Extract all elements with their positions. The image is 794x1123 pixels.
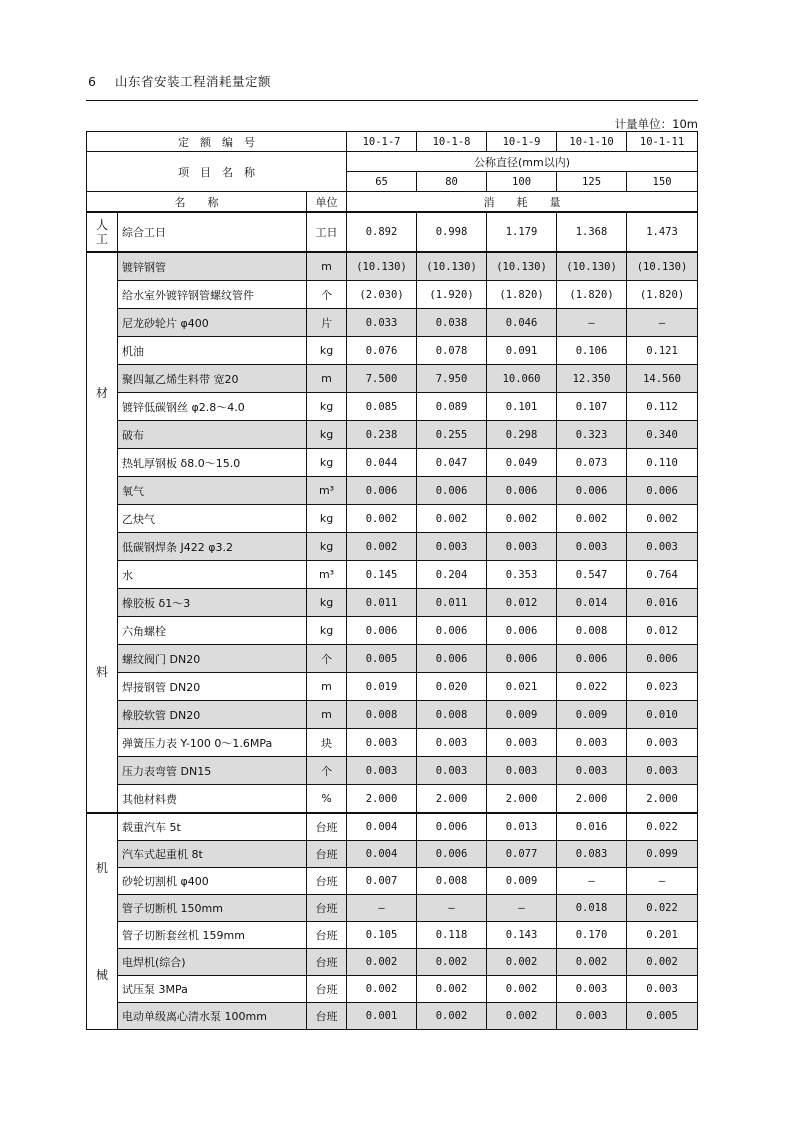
item-unit: m xyxy=(307,701,347,729)
quantity-cell: 0.006 xyxy=(557,477,627,505)
quantity-cell: 0.003 xyxy=(557,729,627,757)
consumption-header: 消 耗 量 xyxy=(347,192,698,213)
column-header-row xyxy=(87,192,698,213)
quantity-cell: 0.003 xyxy=(557,976,627,1003)
quantity-cell: 0.002 xyxy=(347,949,417,976)
table-row xyxy=(87,617,698,645)
quantity-cell: 2.000 xyxy=(557,785,627,814)
table-row xyxy=(87,1003,698,1030)
item-unit: 个 xyxy=(307,645,347,673)
quantity-cell: 0.105 xyxy=(347,922,417,949)
table-row xyxy=(87,533,698,561)
item-name: 镀锌钢管 xyxy=(118,252,307,281)
quantity-cell: 0.009 xyxy=(557,701,627,729)
quantity-cell: 2.000 xyxy=(627,785,698,814)
item-name: 低碳钢焊条 J422 φ3.2 xyxy=(118,533,307,561)
item-unit: m xyxy=(307,252,347,281)
quantity-cell: 0.004 xyxy=(347,813,417,841)
quantity-cell: 0.002 xyxy=(347,533,417,561)
table-row xyxy=(87,477,698,505)
quantity-cell: 0.049 xyxy=(487,449,557,477)
item-unit: 台班 xyxy=(307,895,347,922)
quantity-cell: 0.003 xyxy=(557,1003,627,1030)
item-unit: m³ xyxy=(307,561,347,589)
item-unit: 台班 xyxy=(307,949,347,976)
quantity-cell: 0.018 xyxy=(557,895,627,922)
item-name: 乙炔气 xyxy=(118,505,307,533)
quantity-cell: 14.560 xyxy=(627,365,698,393)
item-name: 载重汽车 5t xyxy=(118,813,307,841)
item-name: 电焊机(综合) xyxy=(118,949,307,976)
item-name: 破布 xyxy=(118,421,307,449)
item-unit: 台班 xyxy=(307,922,347,949)
item-name: 压力表弯管 DN15 xyxy=(118,757,307,785)
quantity-cell: 0.547 xyxy=(557,561,627,589)
item-unit: m xyxy=(307,365,347,393)
quantity-cell: 0.003 xyxy=(487,757,557,785)
item-unit: 个 xyxy=(307,757,347,785)
quantity-cell: 0.106 xyxy=(557,337,627,365)
item-name: 聚四氟乙烯生料带 宽20 xyxy=(118,365,307,393)
name-column-header: 名 称 xyxy=(87,192,307,213)
item-name: 综合工日 xyxy=(118,212,307,252)
quantity-cell: 0.004 xyxy=(347,841,417,868)
quantity-cell: 0.073 xyxy=(557,449,627,477)
machinery-category xyxy=(87,813,118,1030)
quantity-cell: 0.008 xyxy=(417,868,487,895)
table-row xyxy=(87,252,698,281)
quota-code: 10-1-10 xyxy=(557,132,627,152)
quantity-cell: 1.368 xyxy=(557,212,627,252)
page-header xyxy=(88,72,271,90)
item-unit: 台班 xyxy=(307,868,347,895)
quantity-cell: 0.006 xyxy=(627,645,698,673)
quantity-cell: 0.298 xyxy=(487,421,557,449)
materials-category-char: 材 xyxy=(95,385,108,400)
quantity-cell: 0.006 xyxy=(487,617,557,645)
quantity-cell: 0.003 xyxy=(487,729,557,757)
quantity-cell: 0.019 xyxy=(347,673,417,701)
quantity-cell: 0.002 xyxy=(487,949,557,976)
quantity-cell: 0.002 xyxy=(417,505,487,533)
quantity-cell: 0.016 xyxy=(557,813,627,841)
quantity-cell: 0.006 xyxy=(627,477,698,505)
quantity-cell: 1.473 xyxy=(627,212,698,252)
item-name: 橡胶板 δ1～3 xyxy=(118,589,307,617)
materials-section xyxy=(87,252,698,813)
quantity-cell: 0.005 xyxy=(627,1003,698,1030)
item-unit: kg xyxy=(307,589,347,617)
quantity-cell: 0.046 xyxy=(487,309,557,337)
quota-code-label: 定 额 编 号 xyxy=(87,132,347,152)
table-row xyxy=(87,785,698,814)
table-row xyxy=(87,505,698,533)
quantity-cell: 0.038 xyxy=(417,309,487,337)
diameter-value: 150 xyxy=(627,172,698,192)
quantity-cell: 0.006 xyxy=(347,477,417,505)
quantity-cell: 0.011 xyxy=(417,589,487,617)
quantity-cell: 0.014 xyxy=(557,589,627,617)
quantity-cell: 0.002 xyxy=(627,505,698,533)
quantity-cell: 0.085 xyxy=(347,393,417,421)
item-name: 其他材料费 xyxy=(118,785,307,814)
item-unit: kg xyxy=(307,449,347,477)
quantity-cell: 0.006 xyxy=(417,645,487,673)
quantity-cell: 0.204 xyxy=(417,561,487,589)
quantity-cell: 0.323 xyxy=(557,421,627,449)
unit-note: 计量单位：10m xyxy=(614,117,698,131)
quantity-cell: — xyxy=(557,868,627,895)
quantity-cell: 0.020 xyxy=(417,673,487,701)
quantity-cell: 0.033 xyxy=(347,309,417,337)
diameter-label: 公称直径(mm以内) xyxy=(347,152,698,172)
quantity-cell: 0.002 xyxy=(417,949,487,976)
item-name: 螺纹阀门 DN20 xyxy=(118,645,307,673)
item-name-label: 项 目 名 称 xyxy=(87,152,347,192)
item-name: 管子切断机 150mm xyxy=(118,895,307,922)
quantity-cell: (1.820) xyxy=(487,281,557,309)
item-unit: 个 xyxy=(307,281,347,309)
quantity-cell: 0.044 xyxy=(347,449,417,477)
item-name: 砂轮切割机 φ400 xyxy=(118,868,307,895)
quantity-cell: 0.011 xyxy=(347,589,417,617)
table-row xyxy=(87,949,698,976)
diameter-value: 100 xyxy=(487,172,557,192)
quantity-cell: 0.110 xyxy=(627,449,698,477)
quantity-cell: 0.002 xyxy=(347,976,417,1003)
quantity-cell: 0.003 xyxy=(557,757,627,785)
quantity-cell: 0.091 xyxy=(487,337,557,365)
quantity-cell: 0.008 xyxy=(417,701,487,729)
quantity-cell: 0.002 xyxy=(347,505,417,533)
quantity-cell: 2.000 xyxy=(487,785,557,814)
quantity-cell: 0.006 xyxy=(417,617,487,645)
quantity-cell: 0.353 xyxy=(487,561,557,589)
item-name: 电动单级离心清水泵 100mm xyxy=(118,1003,307,1030)
quantity-cell: 0.022 xyxy=(627,895,698,922)
quantity-cell: 0.001 xyxy=(347,1003,417,1030)
quantity-cell: 2.000 xyxy=(347,785,417,814)
quantity-cell: 0.003 xyxy=(627,533,698,561)
table-row xyxy=(87,841,698,868)
quantity-cell: 12.350 xyxy=(557,365,627,393)
quantity-cell: 0.008 xyxy=(557,617,627,645)
item-unit: kg xyxy=(307,533,347,561)
item-name: 管子切断套丝机 159mm xyxy=(118,922,307,949)
labor-category-char: 工 xyxy=(95,232,108,246)
quantity-cell: 0.099 xyxy=(627,841,698,868)
item-unit: 台班 xyxy=(307,1003,347,1030)
quantity-cell: — xyxy=(417,895,487,922)
quantity-cell: 0.101 xyxy=(487,393,557,421)
quantity-cell: 7.950 xyxy=(417,365,487,393)
diameter-value: 65 xyxy=(347,172,417,192)
quantity-cell: 0.255 xyxy=(417,421,487,449)
quantity-cell: (10.130) xyxy=(347,252,417,281)
item-name: 水 xyxy=(118,561,307,589)
table-row xyxy=(87,337,698,365)
item-name: 机油 xyxy=(118,337,307,365)
quantity-cell: — xyxy=(627,309,698,337)
quota-code: 10-1-8 xyxy=(417,132,487,152)
quantity-cell: 0.145 xyxy=(347,561,417,589)
quantity-cell: 0.023 xyxy=(627,673,698,701)
quantity-cell: 0.340 xyxy=(627,421,698,449)
quantity-cell: 0.002 xyxy=(417,1003,487,1030)
quantity-cell: 0.002 xyxy=(487,505,557,533)
item-name: 尼龙砂轮片 φ400 xyxy=(118,309,307,337)
quantity-cell: 0.002 xyxy=(627,949,698,976)
quantity-cell: 0.143 xyxy=(487,922,557,949)
item-unit: kg xyxy=(307,337,347,365)
item-name: 热轧厚钢板 δ8.0～15.0 xyxy=(118,449,307,477)
quantity-cell: 0.998 xyxy=(417,212,487,252)
quantity-cell: 0.012 xyxy=(487,589,557,617)
machinery-category-char: 械 xyxy=(95,967,108,982)
table-row xyxy=(87,365,698,393)
quantity-cell: 0.021 xyxy=(487,673,557,701)
table-row xyxy=(87,421,698,449)
quantity-cell: 0.112 xyxy=(627,393,698,421)
labor-section xyxy=(87,212,698,252)
table-row xyxy=(87,895,698,922)
quantity-cell: 7.500 xyxy=(347,365,417,393)
quantity-cell: 0.003 xyxy=(627,976,698,1003)
labor-category-char: 人 xyxy=(95,217,108,232)
quantity-cell: 0.005 xyxy=(347,645,417,673)
quantity-cell: 0.002 xyxy=(557,505,627,533)
quantity-cell: (2.030) xyxy=(347,281,417,309)
item-name: 氧气 xyxy=(118,477,307,505)
item-unit: m xyxy=(307,673,347,701)
quantity-cell: 0.003 xyxy=(557,533,627,561)
quantity-cell: 0.006 xyxy=(347,617,417,645)
quantity-cell: (10.130) xyxy=(627,252,698,281)
quantity-cell: (1.820) xyxy=(557,281,627,309)
quantity-cell: 0.003 xyxy=(417,757,487,785)
quantity-cell: 0.003 xyxy=(417,533,487,561)
unit-column-header: 单位 xyxy=(307,192,347,213)
quantity-cell: 0.201 xyxy=(627,922,698,949)
quantity-cell: 1.179 xyxy=(487,212,557,252)
quantity-cell: 0.002 xyxy=(487,1003,557,1030)
diameter-value: 125 xyxy=(557,172,627,192)
item-name: 汽车式起重机 8t xyxy=(118,841,307,868)
diameter-value: 80 xyxy=(417,172,487,192)
page-number: 6 xyxy=(88,74,97,89)
item-name: 六角螺栓 xyxy=(118,617,307,645)
item-name: 镀锌低碳钢丝 φ2.8～4.0 xyxy=(118,393,307,421)
quantity-cell: 2.000 xyxy=(417,785,487,814)
table-row xyxy=(87,922,698,949)
quantity-cell: 0.010 xyxy=(627,701,698,729)
table-row xyxy=(87,868,698,895)
quota-code: 10-1-11 xyxy=(627,132,698,152)
table-row xyxy=(87,561,698,589)
item-name: 橡胶软管 DN20 xyxy=(118,701,307,729)
quantity-cell: — xyxy=(557,309,627,337)
quantity-cell: 0.076 xyxy=(347,337,417,365)
quantity-cell: (10.130) xyxy=(557,252,627,281)
quantity-cell: 0.009 xyxy=(487,868,557,895)
table-row xyxy=(87,645,698,673)
quantity-cell: 0.006 xyxy=(417,813,487,841)
quantity-cell: (10.130) xyxy=(417,252,487,281)
item-name: 焊接钢管 DN20 xyxy=(118,673,307,701)
item-unit: 工日 xyxy=(307,212,347,252)
item-unit: kg xyxy=(307,393,347,421)
quantity-cell: 0.006 xyxy=(487,477,557,505)
quantity-cell: 0.078 xyxy=(417,337,487,365)
labor-category xyxy=(87,212,118,252)
quantity-cell: 0.047 xyxy=(417,449,487,477)
quantity-cell: 0.238 xyxy=(347,421,417,449)
quantity-cell: — xyxy=(347,895,417,922)
item-name: 给水室外镀锌钢管螺纹管件 xyxy=(118,281,307,309)
quantity-cell: 0.002 xyxy=(417,976,487,1003)
quota-table xyxy=(86,131,698,1030)
quantity-cell: 0.089 xyxy=(417,393,487,421)
item-name: 试压泵 3MPa xyxy=(118,976,307,1003)
item-unit: % xyxy=(307,785,347,814)
table-row xyxy=(87,673,698,701)
quantity-cell: 0.007 xyxy=(347,868,417,895)
quantity-cell: 0.009 xyxy=(487,701,557,729)
quantity-cell: (1.920) xyxy=(417,281,487,309)
book-title: 山东省安装工程消耗量定额 xyxy=(114,74,271,89)
quantity-cell: 0.008 xyxy=(347,701,417,729)
quantity-cell: 0.006 xyxy=(557,645,627,673)
quantity-cell: (10.130) xyxy=(487,252,557,281)
quantity-cell: 0.022 xyxy=(557,673,627,701)
quantity-cell: 0.006 xyxy=(417,477,487,505)
quantity-cell: 0.118 xyxy=(417,922,487,949)
quantity-cell: 0.006 xyxy=(487,645,557,673)
quantity-cell: 0.013 xyxy=(487,813,557,841)
quantity-cell: — xyxy=(627,868,698,895)
table-row xyxy=(87,729,698,757)
quantity-cell: 0.012 xyxy=(627,617,698,645)
table-row xyxy=(87,701,698,729)
quantity-cell: 0.003 xyxy=(627,757,698,785)
quantity-cell: 0.016 xyxy=(627,589,698,617)
quantity-cell: 0.892 xyxy=(347,212,417,252)
item-unit: kg xyxy=(307,505,347,533)
quantity-cell: 0.083 xyxy=(557,841,627,868)
table-row xyxy=(87,309,698,337)
quantity-cell: 10.060 xyxy=(487,365,557,393)
quantity-cell: 0.107 xyxy=(557,393,627,421)
quantity-cell: 0.003 xyxy=(347,757,417,785)
table-row xyxy=(87,281,698,309)
quantity-cell: 0.006 xyxy=(417,841,487,868)
quantity-cell: 0.022 xyxy=(627,813,698,841)
item-unit: m³ xyxy=(307,477,347,505)
materials-category xyxy=(87,252,118,813)
table-row xyxy=(87,449,698,477)
quantity-cell: — xyxy=(487,895,557,922)
quantity-cell: 0.003 xyxy=(487,533,557,561)
diameter-label-row xyxy=(87,152,698,172)
item-unit: 台班 xyxy=(307,841,347,868)
quantity-cell: 0.002 xyxy=(487,976,557,1003)
table-row xyxy=(87,589,698,617)
item-name: 弹簧压力表 Y-100 0～1.6MPa xyxy=(118,729,307,757)
item-unit: 片 xyxy=(307,309,347,337)
quantity-cell: (1.820) xyxy=(627,281,698,309)
quantity-cell: 0.077 xyxy=(487,841,557,868)
quantity-cell: 0.003 xyxy=(417,729,487,757)
quota-code-row xyxy=(87,132,698,152)
machinery-section xyxy=(87,813,698,1030)
item-unit: kg xyxy=(307,421,347,449)
quantity-cell: 0.170 xyxy=(557,922,627,949)
table-row xyxy=(87,813,698,841)
quota-code: 10-1-7 xyxy=(347,132,417,152)
item-unit: kg xyxy=(307,617,347,645)
table-row xyxy=(87,393,698,421)
item-unit: 台班 xyxy=(307,813,347,841)
table-row xyxy=(87,976,698,1003)
item-unit: 块 xyxy=(307,729,347,757)
table-row xyxy=(87,757,698,785)
quantity-cell: 0.003 xyxy=(627,729,698,757)
materials-category-char: 料 xyxy=(95,664,108,679)
quantity-cell: 0.003 xyxy=(347,729,417,757)
quantity-cell: 0.002 xyxy=(557,949,627,976)
quantity-cell: 0.121 xyxy=(627,337,698,365)
header-rule xyxy=(86,100,698,101)
machinery-category-char: 机 xyxy=(95,860,108,875)
table-row xyxy=(87,212,698,252)
item-unit: 台班 xyxy=(307,976,347,1003)
quantity-cell: 0.764 xyxy=(627,561,698,589)
quota-code: 10-1-9 xyxy=(487,132,557,152)
